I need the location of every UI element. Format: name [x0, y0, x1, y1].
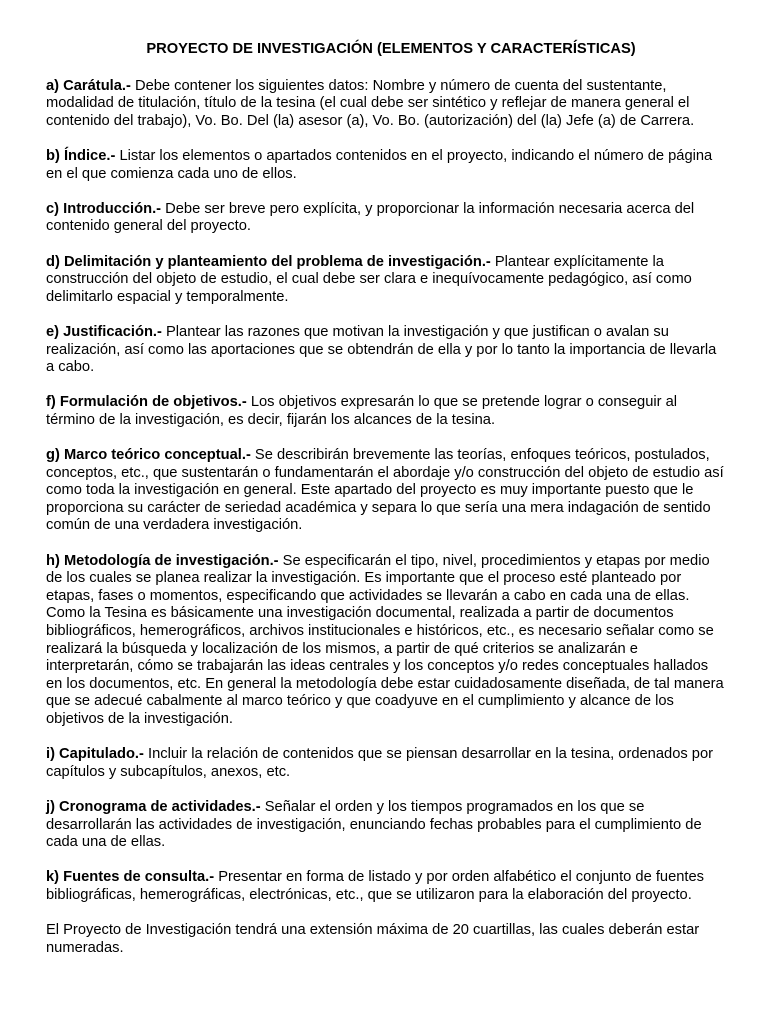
section-heading: c) Introducción.-	[46, 200, 162, 217]
section-heading: g) Marco teórico conceptual.-	[46, 447, 251, 464]
section-justificacion	[46, 324, 728, 377]
section-introduccion	[46, 201, 728, 236]
section-indice	[46, 148, 728, 183]
section-heading: h) Metodología de investigación.-	[46, 552, 279, 569]
section-text: Señalar el orden y los tiempos programados en los que se desarrollarán las actividades de investigación, enunciando fechas probables para el cumplimiento de cada una de ellas.	[46, 798, 702, 851]
section-metodologia	[46, 553, 728, 729]
section-capitulado	[46, 746, 728, 781]
section-caratula	[46, 78, 728, 131]
section-text: Listar los elementos o apartados contenidos en el proyecto, indicando el número de página en el que comienza cada uno de ellos.	[46, 147, 713, 182]
section-text: Debe contener los siguientes datos: Nombre y número de cuenta del sustentante, modalidad de titulación, título de la tesina (el cual debe ser sintético y reflejar de manera general el contenido del trabajo), Vo. Bo. Del (la) asesor (a), Vo. Bo. (autorización) del (la) Jefe (a) de Carrera.	[46, 77, 695, 129]
section-objetivos	[46, 394, 728, 429]
section-text: Plantear explícitamente la construcción del objeto de estudio, el cual debe ser clara e inequívocamente pedagógico, así como delimitarlo espacial y temporalmente.	[46, 253, 692, 305]
section-cronograma	[46, 799, 728, 852]
section-heading: f) Formulación de objetivos.-	[46, 394, 247, 411]
section-text: Debe ser breve pero explícita, y proporcionar la información necesaria acerca del contenido general del proyecto.	[46, 200, 695, 235]
section-text: Plantear las razones que motivan la investigación y que justifican o avalan su realización, así como las aportaciones que se obtendrán de ella y por lo tanto la importancia de llevarla a cabo.	[46, 323, 717, 376]
closing-paragraph: El Proyecto de Investigación tendrá una extensión máxima de 20 cuartillas, las cuales deberán estar numeradas.	[46, 922, 700, 956]
section-heading: j) Cronograma de actividades.-	[46, 798, 261, 815]
section-text: Incluir la relación de contenidos que se piensan desarrollar en la tesina, ordenados por capítulos y subcapítulos, anexos, etc.	[46, 746, 714, 780]
section-heading: b) Índice.-	[46, 147, 116, 164]
section-heading: d) Delimitación y planteamiento del problema de investigación.-	[46, 253, 491, 270]
section-fuentes	[46, 869, 728, 904]
section-text: Presentar en forma de listado y por orden alfabético el conjunto de fuentes bibliográficas, hemerográficas, electrónicas, etc., que se utilizaron para la elaboración del proyecto.	[46, 869, 705, 903]
section-heading: k) Fuentes de consulta.-	[46, 869, 215, 886]
section-delimitacion	[46, 254, 728, 307]
section-marco-teorico	[46, 447, 728, 535]
section-heading: i) Capitulado.-	[46, 746, 144, 763]
section-text: Se especificarán el tipo, nivel, procedimientos y etapas por medio de los cuales se planea realizar la investigación. Es importante que el proceso esté planteado por etapas, fases o momentos, especificando que actividades se llevarán a cabo en cada una de ellas. Como la Tesina es básicamente una investigación documental, realizada a partir de documentos bibliográficos, hemerográficos, archivos institucionales e históricos, etc., es necesario señalar como se realizará la búsqueda y localización de los mismos, a partir de qué criterios se analizarán e interpretarán, cómo se trabajarán las ideas centrales y los conceptos y/o redes conceptuales hallados en los documentos, etc. En general la metodología debe estar cuidadosamente diseñada, de tal manera que se adecué cabalmente al marco teórico y que coadyuve en el cumplimiento y alcance de los objetivos de la investigación.	[46, 552, 724, 727]
section-text: Los objetivos expresarán lo que se pretende lograr o conseguir al término de la investigación, es decir, fijarán los alcances de la tesina.	[46, 394, 678, 428]
section-heading: e) Justificación.-	[46, 323, 162, 340]
section-heading: a) Carátula.-	[46, 77, 131, 94]
section-text: Se describirán brevemente las teorías, enfoques teóricos, postulados, conceptos, etc., que sustentarán o fundamentarán el abordaje y/o construcción del objeto de estudio así como toda la investigación en general. Este apartado del proyecto es muy importante puesto que le proporciona su carácter de seriedad académica y separa lo que sería una mera indagación de sentido común de una verdadera investigación.	[46, 447, 724, 534]
document-title: PROYECTO DE INVESTIGACIÓN (ELEMENTOS Y CARACTERÍSTICAS)	[146, 41, 636, 57]
